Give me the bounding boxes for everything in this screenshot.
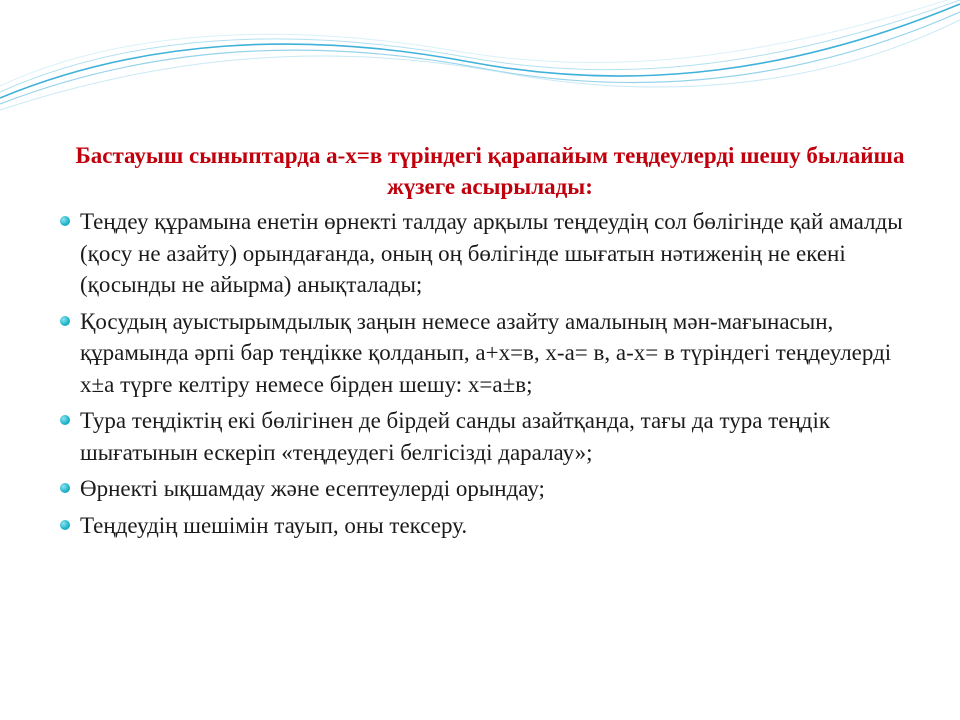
bullet-text: Теңдеудің шешімін тауып, оны тексеру.	[80, 512, 468, 538]
bullet-item	[60, 206, 920, 301]
bullet-text: Теңдеу құрамына енетін өрнекті талдау арқылы теңдеудің сол бөлігінде қай амалды (қосу не азайту) орындағанда, оның оң бөлігінде шығатын нәтиженің не екені (қосынды не айырма) анықталады;	[80, 209, 903, 297]
slide-content	[60, 140, 920, 546]
bullet-item	[60, 510, 920, 542]
teal-dot-icon	[60, 216, 70, 226]
bullet-item	[60, 473, 920, 505]
bullet-item	[60, 306, 920, 401]
teal-dot-icon	[60, 316, 70, 326]
teal-dot-icon	[60, 415, 70, 425]
teal-dot-icon	[60, 483, 70, 493]
bullet-text: Тура теңдіктің екі бөлігінен де бірдей санды азайтқанда, тағы да тура теңдік шығатынын ескеріп «теңдеудегі белгісізді даралау»;	[80, 408, 831, 465]
slide-heading: Бастауыш сыныптарда а-х=в түріндегі қарапайым теңдеулерді шешу былайша жүзеге асырылады:	[75, 143, 905, 199]
bullet-text: Өрнекті ықшамдау және есептеулерді орындау;	[80, 476, 545, 501]
bullet-list	[60, 206, 920, 541]
bullet-item	[60, 405, 920, 468]
bullet-text: Қосудың ауыстырымдылық заңын немесе азайту амалының мән-мағынасын, құрамында әрпі бар теңдікке қолданып, а+х=в, х-а= в, а-х= в түріндегі теңдеулерді х±а түрге келтіру немесе бірден шешу: х=а±в;	[80, 308, 892, 397]
decorative-wave-lines	[0, 0, 960, 130]
teal-dot-icon	[60, 520, 70, 530]
